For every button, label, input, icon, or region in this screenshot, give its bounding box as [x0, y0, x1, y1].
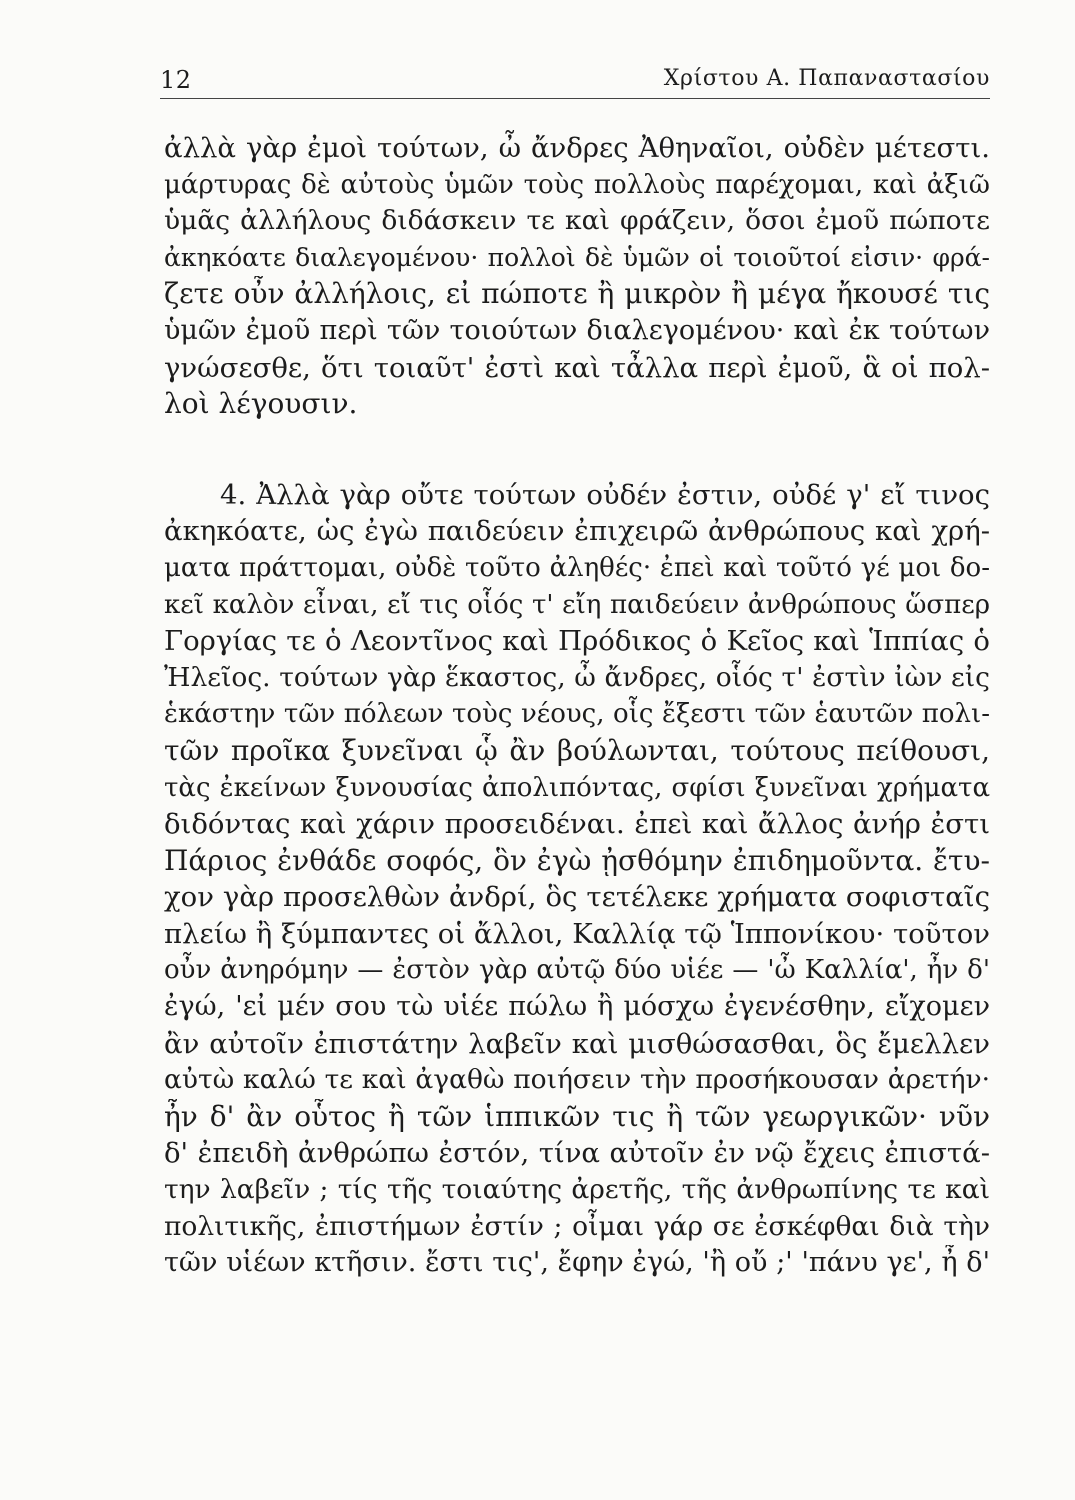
running-title: Χρίστου Α. Παπαναστασίου	[663, 66, 990, 91]
paragraph-1	[164, 130, 990, 423]
text-line: ἀλλὰ γὰρ ἐμοὶ τούτων, ὦ ἄνδρες Ἀθηναῖοι, οὐδὲν μέτεστι.	[164, 132, 990, 164]
page-number: 12	[160, 66, 192, 94]
text-line: τὰς ἐκείνων ξυνουσίας ἀπολιπόντας, σφίσι ξυνεῖναι χρήματα	[164, 772, 990, 803]
text-line: λοὶ λέγουσιν.	[164, 387, 358, 421]
text-line: οὖν ἀνηρόμην — ἐστὸν γὰρ αὐτῷ δύο υἱέε — 'ὦ Καλλία', ἦν δ'	[164, 955, 990, 986]
text-line: διδόντας καὶ χάριν προσειδέναι. ἐπεὶ καὶ ἄλλος ἀνήρ ἐστι	[164, 808, 990, 841]
text-line: αὐτὼ καλώ τε καὶ ἀγαθὼ ποιήσειν τὴν προσήκουσαν ἀρετήν·	[164, 1064, 990, 1096]
text-line: δ' ἐπειδὴ ἀνθρώπω ἐστόν, τίνα αὐτοῖν ἐν νῷ ἔχεις ἐπιστά-	[164, 1137, 990, 1170]
text-line: ἐγώ, 'εἰ μέν σου τὼ υἱέε πώλω ἢ μόσχω ἐγενέσθην, εἴχομεν	[164, 991, 990, 1023]
text-line: κεῖ καλὸν εἶναι, εἴ τις οἷός τ' εἴη παιδεύειν ἀνθρώπους ὥσπερ	[164, 589, 990, 620]
text-line: Γοργίας τε ὁ Λεοντῖνος καὶ Πρόδικος ὁ Κεῖος καὶ Ἱππίας ὁ	[164, 625, 990, 658]
text-line: πολιτικῆς, ἐπιστήμων ἐστίν ; οἶμαι γάρ σε ἐσκέφθαι διὰ τὴν	[164, 1210, 990, 1242]
text-line: ἦν δ' ἂν οὗτος ἢ τῶν ἱππικῶν τις ἢ τῶν γεωργικῶν· νῦν	[164, 1099, 990, 1133]
text-line: την λαβεῖν ; τίς τῆς τοιαύτης ἀρετῆς, τῆς ἀνθρωπίνης τε καὶ	[164, 1174, 990, 1206]
text-line: ὑμῶν ἐμοῦ περὶ τῶν τοιούτων διαλεγομένου· καὶ ἐκ τούτων	[164, 314, 990, 346]
paragraph-gap	[164, 423, 990, 477]
text-line: ἀκηκόατε, ὡς ἐγὼ παιδεύειν ἐπιχειρῶ ἀνθρώπους καὶ χρή-	[164, 515, 990, 548]
text-line: χον γὰρ προσελθὼν ἀνδρί, ὃς τετέλεκε χρήματα σοφισταῖς	[164, 881, 990, 914]
text-line: Πάριος ἐνθάδε σοφός, ὃν ἐγὼ ᾐσθόμην ἐπιδημοῦντα. ἔτυ-	[164, 843, 990, 877]
running-head	[160, 66, 990, 98]
text-line: ζετε οὖν ἀλλήλοις, εἰ πώποτε ἢ μικρὸν ἢ μέγα ἤκουσέ τις	[164, 277, 990, 311]
header-rule	[160, 98, 990, 99]
text-line: γνώσεσθε, ὅτι τοιαῦτ' ἐστὶ καὶ τἆλλα περὶ ἐμοῦ, ἃ οἱ πολ-	[164, 351, 990, 384]
text-line: 4. Ἀλλὰ γὰρ οὔτε τούτων οὐδέν ἐστιν, οὐδέ γ' εἴ τινος	[220, 478, 990, 511]
text-line: ἑκάστην τῶν πόλεων τοὺς νέους, οἷς ἔξεστι τῶν ἑαυτῶν πολι-	[164, 699, 990, 730]
text-line: ἂν αὐτοῖν ἐπιστάτην λαβεῖν καὶ μισθώσασθαι, ὃς ἔμελλεν	[164, 1027, 990, 1060]
text-line: ἀκηκόατε διαλεγομένου· πολλοὶ δὲ ὑμῶν οἱ τοιοῦτοί εἰσιν· φρά-	[164, 242, 990, 272]
body-text	[164, 130, 990, 1282]
text-line: τῶν υἱέων κτῆσιν. ἔστι τις', ἔφην ἐγώ, 'ἢ οὔ ;' 'πάνυ γε', ἦ δ'	[164, 1247, 990, 1279]
text-line: Ἠλεῖος. τούτων γὰρ ἕκαστος, ὦ ἄνδρες, οἷός τ' ἐστὶν ἰὼν εἰς	[164, 661, 990, 693]
text-line: ὑμᾶς ἀλλήλους διδάσκειν τε καὶ φράζειν, ὅσοι ἐμοῦ πώποτε	[164, 205, 990, 237]
text-line: τῶν προῖκα ξυνεῖναι ᾧ ἂν βούλωνται, τούτους πείθουσι,	[164, 733, 990, 767]
paragraph-2	[164, 477, 990, 1282]
text-line: ματα πράττομαι, οὐδὲ τοῦτο ἀληθές· ἐπεὶ καὶ τοῦτό γέ μοι δο-	[164, 552, 990, 583]
text-line: πλείω ἢ ξύμπαντες οἱ ἄλλοι, Καλλίᾳ τῷ Ἱππονίκου· τοῦτον	[164, 917, 990, 950]
text-line: μάρτυρας δὲ αὐτοὺς ὑμῶν τοὺς πολλοὺς παρέχομαι, καὶ ἀξιῶ	[164, 169, 990, 200]
